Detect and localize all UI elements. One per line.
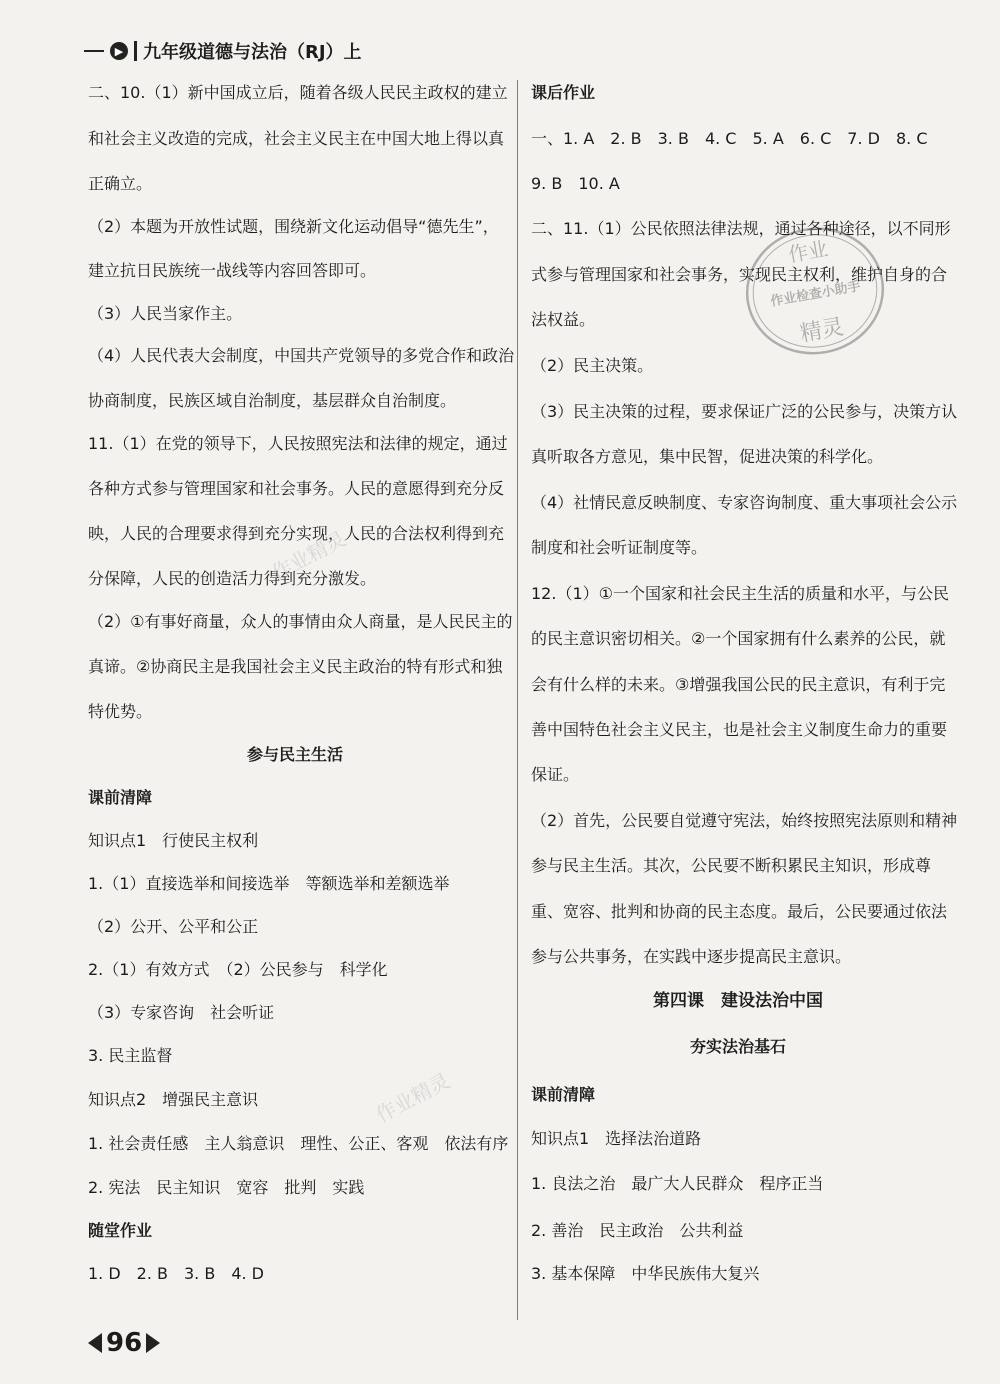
text-line: 2. 善治 民主政治 公共利益 (531, 1221, 744, 1240)
text-line: 会有什么样的未来。③增强我国公民的民主意识，有利于完 (531, 675, 946, 694)
page-footer (88, 1328, 160, 1358)
text-line: 特优势。 (88, 702, 153, 721)
text-line: 协商制度，民族区域自治制度，基层群众自治制度。 (88, 391, 457, 410)
text-line: （3）民主决策的过程，要求保证广泛的公民参与，决策方认 (531, 402, 958, 421)
book-title: 九年级道德与法治（RJ）上 (143, 42, 362, 63)
subsection-heading: 随堂作业 (88, 1221, 153, 1240)
subsection-heading: 课前清障 (88, 788, 153, 807)
column-divider (517, 80, 518, 1320)
text-line: 2.（1）有效方式 （2）公民参与 科学化 (88, 960, 388, 979)
text-line: 真听取各方意见，集中民智，促进决策的科学化。 (531, 447, 884, 466)
knowledge-point-heading: 知识点1 选择法治道路 (531, 1129, 702, 1148)
text-line: （2）首先，公民要自觉遵守宪法，始终按照宪法原则和精神 (531, 811, 958, 830)
text-line: 3. 基本保障 中华民族伟大复兴 (531, 1264, 760, 1283)
text-line: 的民主意识密切相关。②一个国家拥有什么素养的公民，就 (531, 629, 946, 648)
left-triangle-icon (88, 1333, 102, 1353)
text-line: 2. 宪法 民主知识 宽容 批判 实践 (88, 1178, 365, 1197)
stamp-seal (728, 204, 902, 378)
text-line: （2）公开、公平和公正 (88, 917, 259, 936)
text-line: 法权益。 (531, 310, 596, 329)
knowledge-point-heading: 知识点2 增强民主意识 (88, 1090, 259, 1109)
text-line: 1. 良法之治 最广大人民群众 程序正当 (531, 1174, 824, 1193)
text-line: （2）民主决策。 (531, 356, 654, 375)
text-line: 各种方式参与管理国家和社会事务。人民的意愿得到充分反 (88, 479, 505, 498)
stamp-text-top: 作业 (786, 236, 830, 267)
knowledge-point-heading: 知识点1 行使民主权利 (88, 831, 259, 850)
watermark: 作业精灵 (267, 526, 350, 586)
text-line: 分保障，人民的创造活力得到充分激发。 (88, 569, 377, 588)
text-line: 1. D 2. B 3. B 4. D (88, 1264, 265, 1283)
text-line: 二、10.（1）新中国成立后，随着各级人民民主政权的建立 (88, 83, 508, 102)
text-line: 二、11.（1）公民依照法律法规，通过各种途径，以不同形 (531, 219, 951, 238)
stamp-text-middle: 作业检查小助手 (769, 279, 862, 310)
text-line: 映，人民的合理要求得到充分实现，人民的合法权利得到充 (88, 524, 505, 543)
text-line: 善中国特色社会主义民主，也是社会主义制度生命力的重要 (531, 720, 948, 739)
text-line: （2）①有事好商量，众人的事情由众人商量，是人民民主的 (88, 612, 513, 631)
text-line: （3）人民当家作主。 (88, 304, 243, 323)
text-line: 11.（1）在党的领导下，人民按照宪法和法律的规定，通过 (88, 434, 508, 453)
header-dash (84, 50, 104, 52)
text-line: 3. 民主监督 (88, 1046, 173, 1065)
section-title: 夯实法治基石 (689, 1037, 786, 1056)
text-line: 制度和社会听证制度等。 (531, 538, 708, 557)
lesson-title: 第四课 建设法治中国 (653, 991, 823, 1011)
text-line: 参与民主生活。其次，公民要不断积累民主知识，形成尊 (531, 856, 932, 875)
text-line: 和社会主义改造的完成，社会主义民主在中国大地上得以真 (88, 129, 505, 148)
text-line: （2）本题为开放性试题，围绕新文化运动倡导“德先生”， (88, 217, 499, 236)
text-line: 1. 社会责任感 主人翁意识 理性、公正、客观 依法有序 (88, 1134, 509, 1153)
watermark: 作业精灵 (371, 1068, 454, 1128)
text-line: 真谛。②协商民主是我国社会主义民主政治的特有形式和独 (88, 657, 503, 676)
header-bar (134, 41, 137, 61)
section-title: 参与民主生活 (246, 745, 343, 764)
text-line: 9. B 10. A (531, 174, 620, 193)
stamp-text-bottom: 精灵 (798, 314, 846, 348)
text-line: 重、宽容、批判和协商的民主态度。最后，公民要通过依法 (531, 902, 948, 921)
subsection-heading: 课后作业 (531, 83, 596, 102)
text-line: （3）专家咨询 社会听证 (88, 1003, 275, 1022)
text-line: （4）社情民意反映制度、专家咨询制度、重大事项社会公示 (531, 493, 958, 512)
text-line: 参与公共事务，在实践中逐步提高民主意识。 (531, 947, 852, 966)
text-line: 1.（1）直接选举和间接选举 等额选举和差额选举 (88, 874, 450, 893)
text-line: 12.（1）①一个国家和社会民主生活的质量和水平，与公民 (531, 584, 949, 603)
text-line: 建立抗日民族统一战线等内容回答即可。 (88, 261, 377, 280)
subsection-heading: 课前清障 (531, 1085, 596, 1104)
play-icon: ▶ (110, 42, 128, 60)
text-line: 保证。 (531, 765, 580, 784)
text-line: （4）人民代表大会制度，中国共产党领导的多党合作和政治 (88, 346, 515, 365)
text-line: 一、1. A 2. B 3. B 4. C 5. A 6. C 7. D 8. C (531, 129, 928, 148)
page-header (84, 38, 362, 64)
page-number: 96 (106, 1328, 143, 1358)
right-triangle-icon (146, 1333, 160, 1353)
text-line: 正确立。 (88, 174, 153, 193)
text-line: 式参与管理国家和社会事务，实现民主权利，维护自身的合 (531, 265, 948, 284)
